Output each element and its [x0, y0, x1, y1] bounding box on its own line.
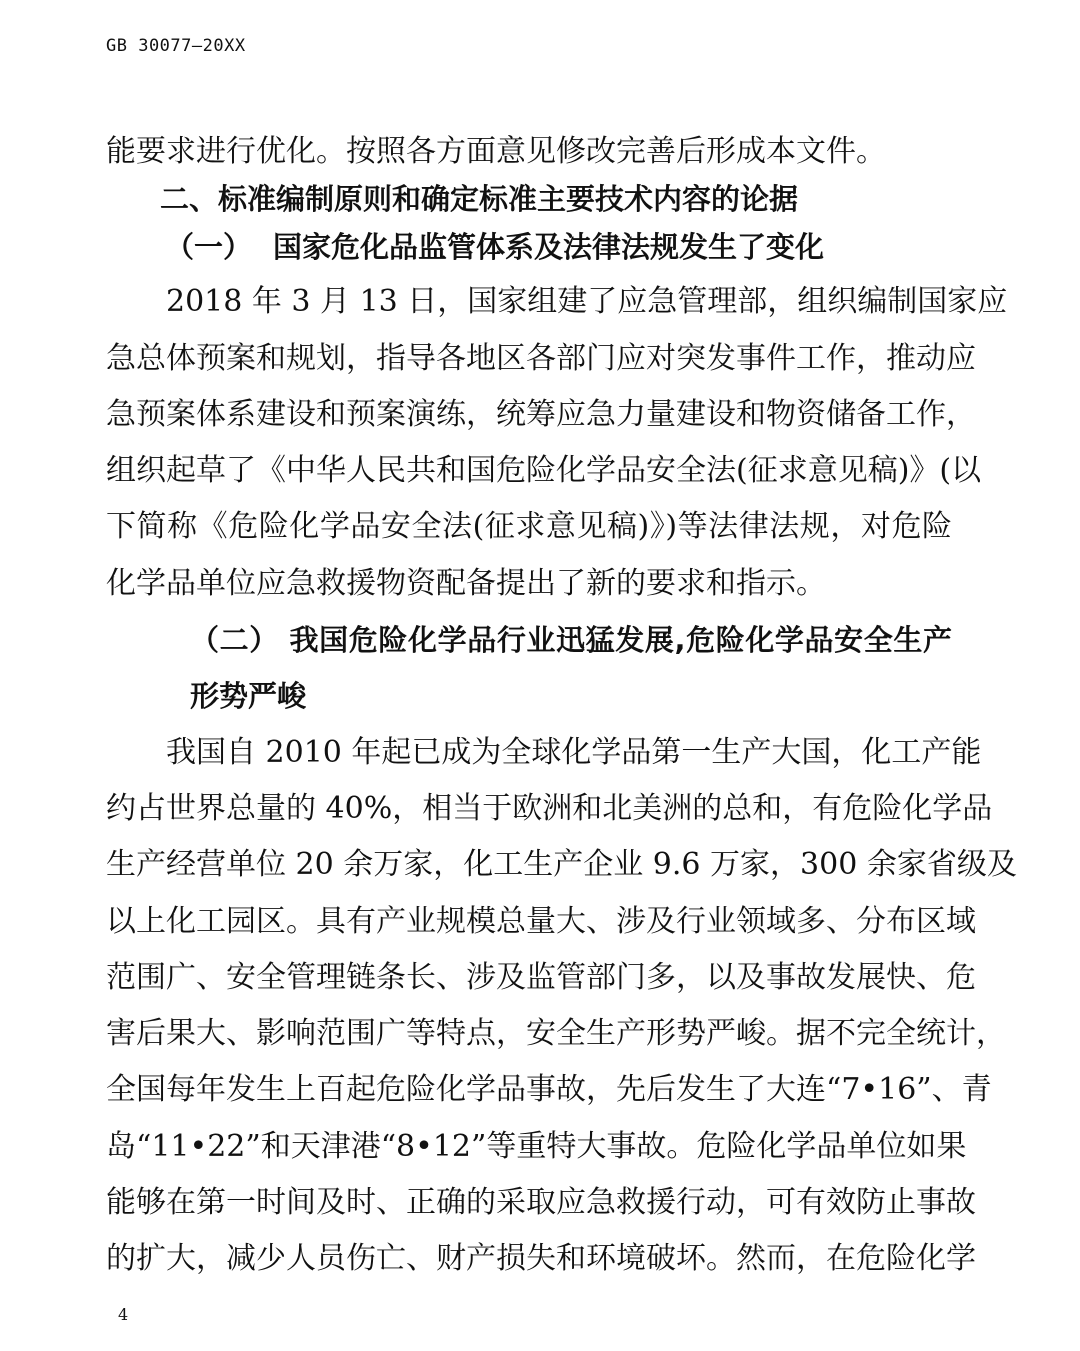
section-heading: 二、标准编制原则和确定标准主要技术内容的论据 — [160, 182, 799, 216]
paragraph-line: 以上化工园区。具有产业规模总量大、涉及行业领域多、分布区域 — [106, 904, 976, 939]
paragraph-line: 的扩大，减少人员伤亡、财产损失和环境破坏。然而，在危险化学 — [106, 1241, 976, 1276]
document-header-code: GB 30077—20XX — [106, 36, 246, 56]
paragraph-line: 下简称《危险化学品安全法(征求意见稿)》)等法律法规，对危险 — [106, 509, 952, 544]
paragraph-line: 生产经营单位 20 余万家，化工生产企业 9.6 万家，300 余家省级及 — [106, 847, 1017, 882]
paragraph-line: 组织起草了《中华人民共和国危险化学品安全法(征求意见稿)》(以 — [106, 453, 982, 488]
paragraph-line: 范围广、安全管理链条长、涉及监管部门多，以及事故发展快、危 — [106, 960, 976, 995]
subsection-number: （一） — [165, 230, 253, 264]
paragraph-line: 急总体预案和规划，指导各地区各部门应对突发事件工作，推动应 — [106, 341, 976, 376]
subsection-heading-continuation: 形势严峻 — [190, 679, 307, 713]
paragraph-line: 我国自 2010 年起已成为全球化学品第一生产大国，化工产能 — [106, 735, 982, 770]
paragraph-line: 能够在第一时间及时、正确的采取应急救援行动，可有效防止事故 — [106, 1185, 976, 1220]
page-number: 4 — [118, 1305, 129, 1324]
paragraph-line: 能要求进行优化。按照各方面意见修改完善后形成本文件。 — [106, 134, 886, 169]
paragraph-line: 化学品单位应急救援物资配备提出了新的要求和指示。 — [106, 566, 826, 601]
subsection-title: 国家危化品监管体系及法律法规发生了变化 — [273, 230, 825, 264]
paragraph-line: 害后果大、影响范围广等特点，安全生产形势严峻。据不完全统计， — [106, 1016, 1006, 1051]
subsection-heading: （二） 我国危险化学品行业迅猛发展,危险化学品安全生产 — [190, 623, 952, 657]
paragraph-line: 岛“11•22”和天津港“8•12”等重特大事故。危险化学品单位如果 — [106, 1129, 967, 1164]
paragraph-line: 全国每年发生上百起危险化学品事故，先后发生了大连“7•16”、青 — [106, 1072, 992, 1107]
paragraph-line: 2018 年 3 月 13 日，国家组建了应急管理部，组织编制国家应 — [106, 284, 1008, 319]
subsection-heading — [165, 229, 824, 265]
paragraph-line: 急预案体系建设和预案演练，统筹应急力量建设和物资储备工作， — [106, 397, 976, 432]
paragraph-line: 约占世界总量的 40%，相当于欧洲和北美洲的总和，有危险化学品 — [106, 791, 993, 826]
